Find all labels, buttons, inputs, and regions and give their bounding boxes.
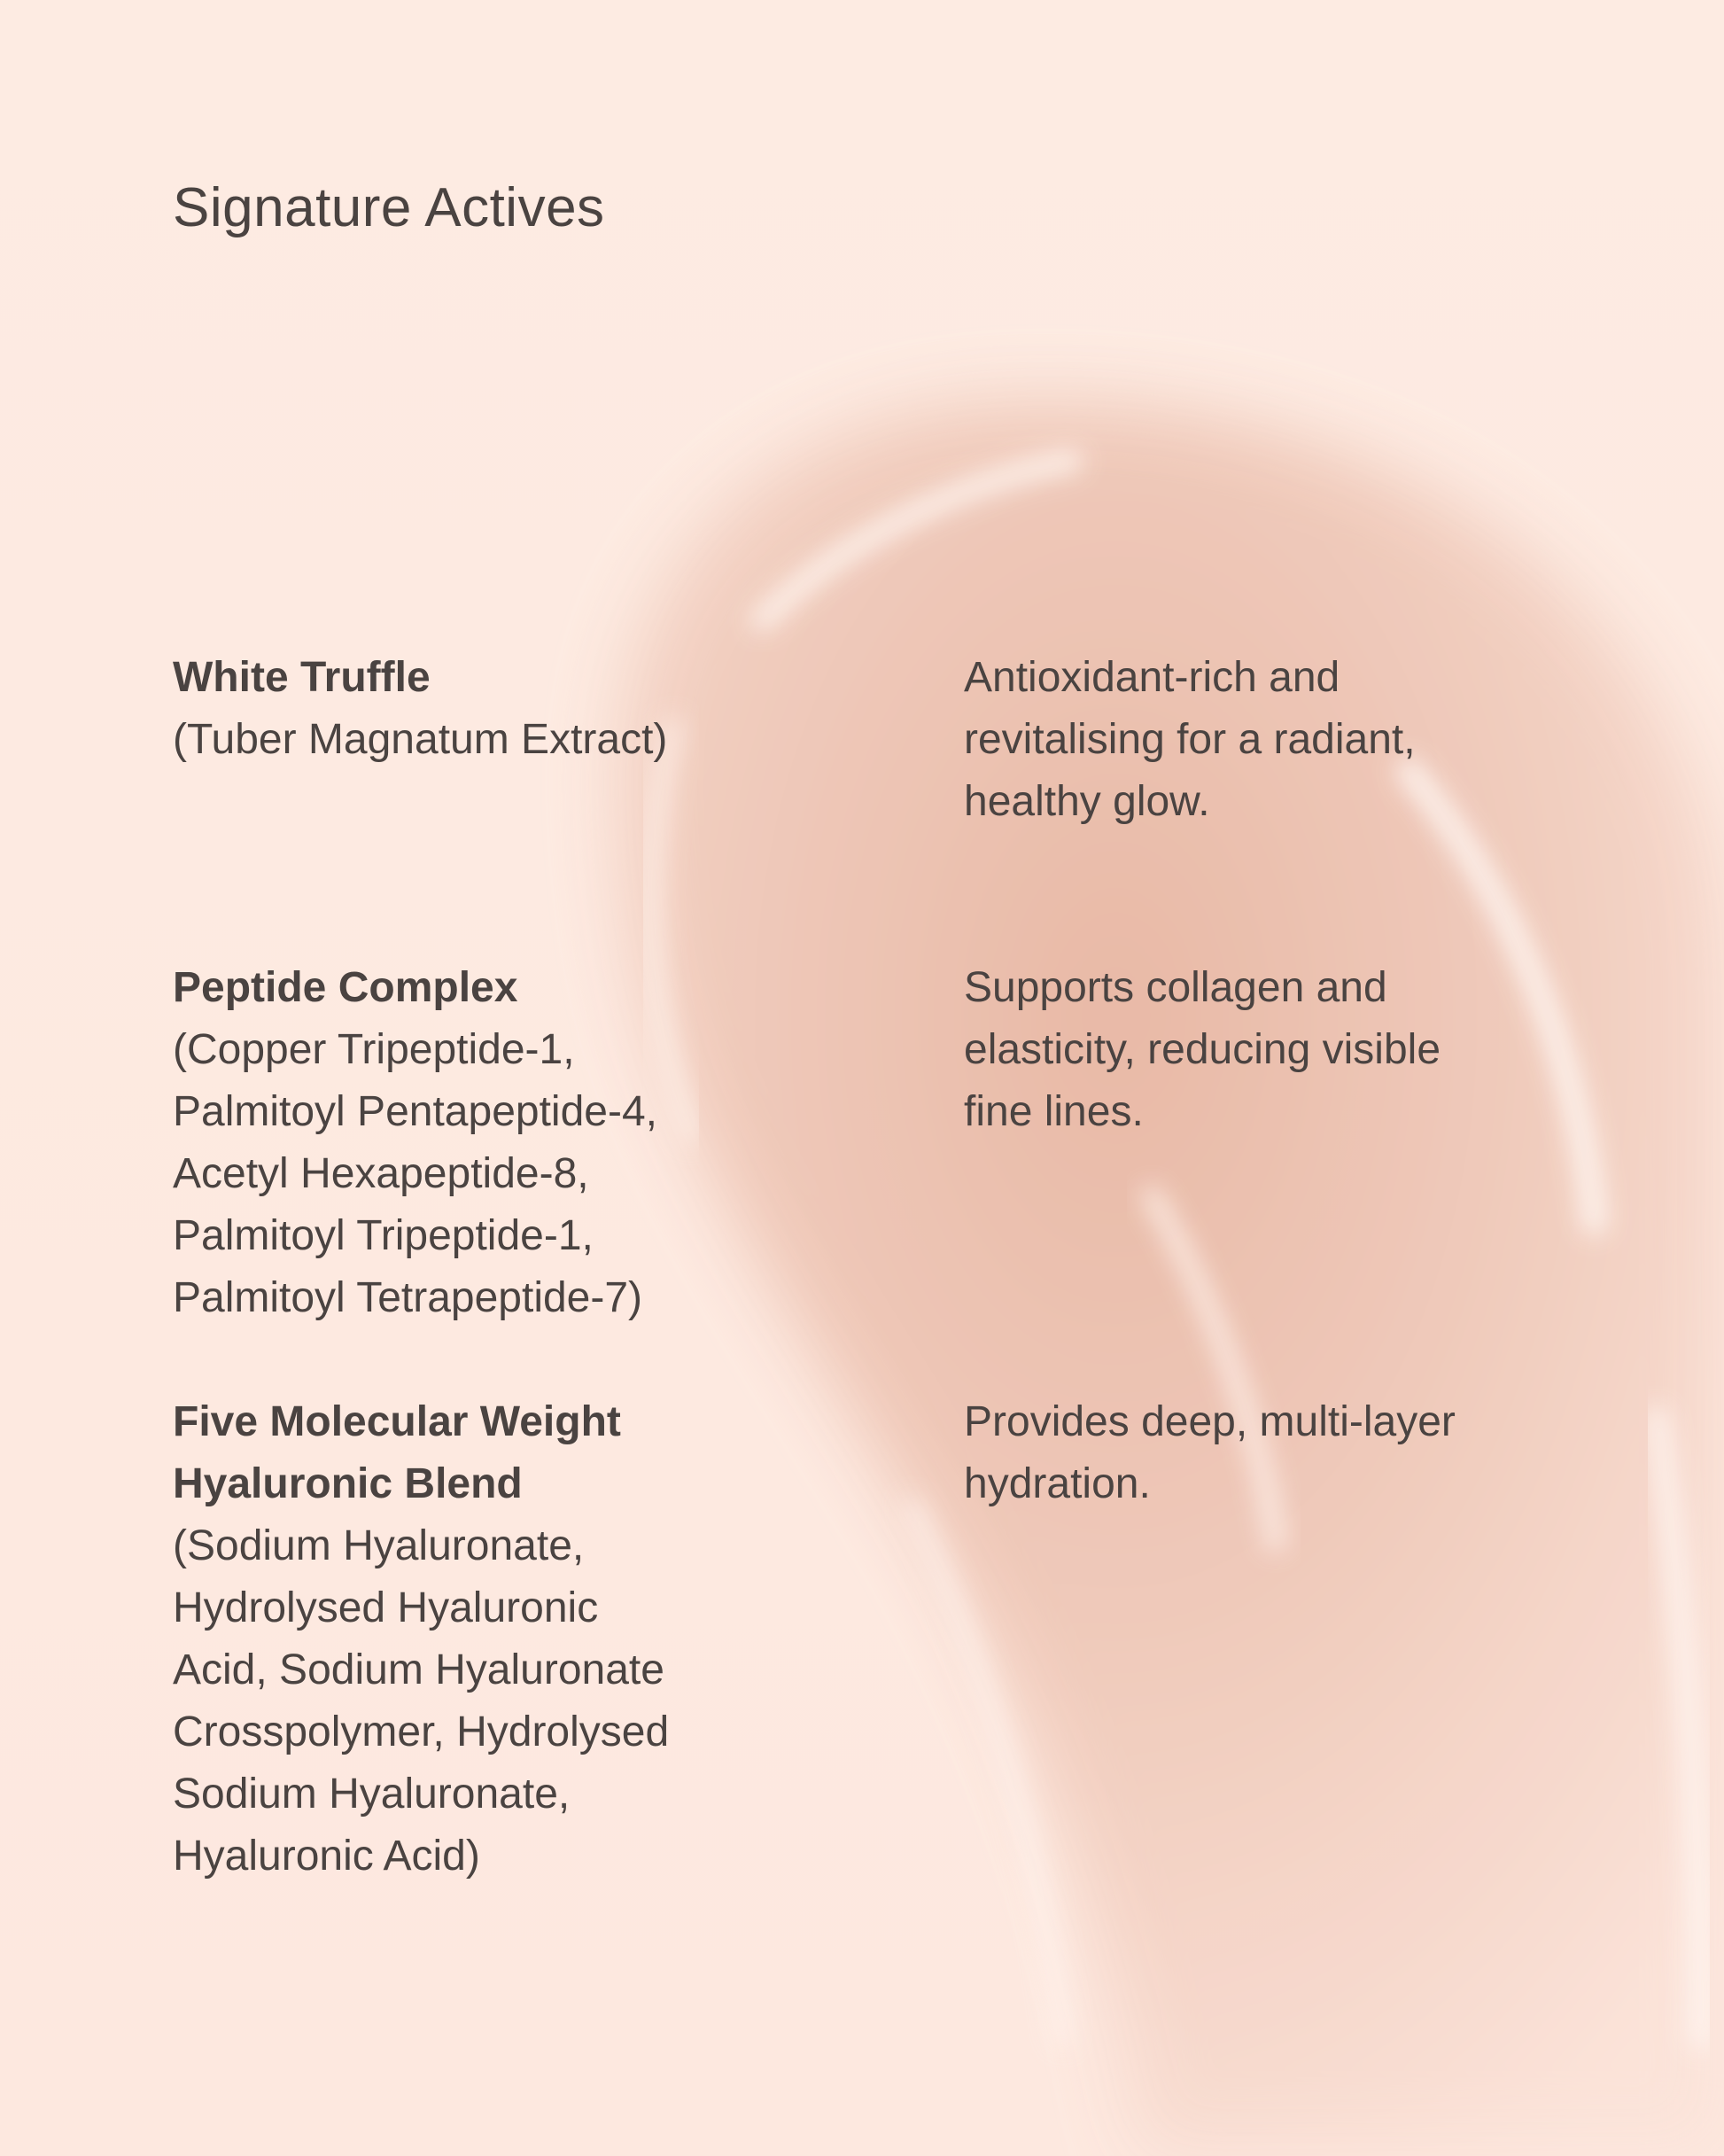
ingredient-name: Peptide Complex <box>173 964 518 1011</box>
ingredient-name: White Truffle <box>173 654 431 701</box>
ingredient-inci: (Copper Tripeptide-1, Palmitoyl Pentapeptide-4, Acetyl Hexapeptide-8, Palmitoyl Tripeptide-1, Palmitoyl Tetrapeptide-7) <box>173 1026 657 1321</box>
ingredient-column <box>173 647 811 771</box>
ingredient-column <box>173 957 811 1329</box>
page-title: Signature Actives <box>173 177 605 238</box>
ingredient-inci: (Sodium Hyaluronate, Hydrolysed Hyaluronic Acid, Sodium Hyaluronate Crosspolymer, Hydrolysed Sodium Hyaluronate, Hyaluronic Acid) <box>173 1522 670 1880</box>
ingredient-column <box>173 1391 811 1887</box>
ingredient-name: Five Molecular Weight Hyaluronic Blend <box>173 1398 621 1507</box>
ingredient-benefit: Supports collagen and elasticity, reducing visible fine lines. <box>964 964 1441 1135</box>
ingredient-inci: (Tuber Magnatum Extract) <box>173 716 668 763</box>
ingredient-benefit: Antioxidant-rich and revitalising for a radiant, healthy glow. <box>964 654 1416 825</box>
ingredient-benefit: Provides deep, multi-layer hydration. <box>964 1398 1456 1507</box>
